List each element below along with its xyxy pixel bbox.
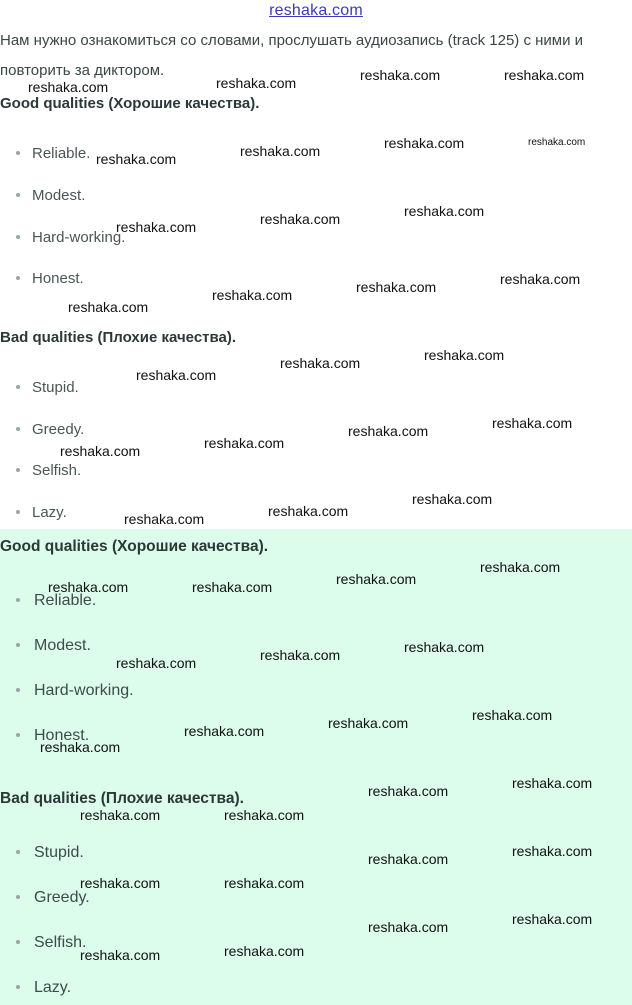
- list-item: Honest.: [16, 270, 84, 287]
- answer-bad-heading: Bad qualities (Плохие качества).: [0, 790, 244, 807]
- list-item: Hard-working.: [16, 682, 134, 700]
- list-item: Greedy.: [16, 421, 84, 438]
- bullet-icon: [16, 427, 20, 431]
- watermark: reshaka.com: [512, 775, 593, 791]
- watermark: reshaka.com: [268, 503, 349, 519]
- watermark: reshaka.com: [224, 875, 305, 891]
- list-item: Honest.: [16, 727, 89, 745]
- watermark: reshaka.com: [192, 579, 273, 595]
- watermark: reshaka.com: [512, 843, 593, 859]
- watermark: reshaka.com: [80, 807, 161, 823]
- watermark: reshaka.com: [504, 67, 585, 83]
- list-item: Selfish.: [16, 934, 86, 952]
- watermark: reshaka.com: [368, 783, 449, 799]
- bullet-icon: [16, 895, 20, 899]
- list-item: Stupid.: [16, 379, 79, 396]
- watermark: reshaka.com: [412, 491, 493, 507]
- watermark: reshaka.com: [492, 415, 573, 431]
- list-item: Modest.: [16, 187, 85, 204]
- watermark: reshaka.com: [328, 715, 409, 731]
- list-item: Modest.: [16, 637, 91, 655]
- watermark: reshaka.com: [204, 435, 285, 451]
- watermark: reshaka.com: [80, 875, 161, 891]
- site-header-link[interactable]: reshaka.com: [269, 2, 363, 19]
- watermark: reshaka.com: [404, 639, 485, 655]
- watermark: reshaka.com: [500, 271, 581, 287]
- watermark: reshaka.com: [224, 943, 305, 959]
- answer-good-heading: Good qualities (Хорошие качества).: [0, 538, 269, 555]
- list-item: Lazy.: [16, 979, 71, 997]
- watermark: reshaka.com: [136, 367, 217, 383]
- watermark: reshaka.com: [360, 67, 441, 83]
- watermark: reshaka.com: [260, 647, 341, 663]
- list-item: Stupid.: [16, 844, 84, 862]
- watermark: reshaka.com: [480, 559, 561, 575]
- watermark: reshaka.com: [96, 151, 177, 167]
- watermark: reshaka.com: [184, 723, 265, 739]
- bullet-icon: [16, 688, 20, 692]
- bullet-icon: [16, 598, 20, 602]
- watermark: reshaka.com: [80, 947, 161, 963]
- bullet-icon: [16, 468, 20, 472]
- watermark: reshaka.com: [384, 135, 465, 151]
- watermark: reshaka.com: [40, 739, 121, 755]
- watermark: reshaka.com: [116, 655, 197, 671]
- list-item: Selfish.: [16, 462, 81, 479]
- watermark: reshaka.com: [528, 137, 586, 148]
- list-item: Lazy.: [16, 504, 67, 521]
- watermark: reshaka.com: [124, 511, 205, 527]
- list-item: Reliable.: [16, 592, 96, 610]
- watermark: reshaka.com: [280, 355, 361, 371]
- bullet-icon: [16, 733, 20, 737]
- watermark: reshaka.com: [404, 203, 485, 219]
- bullet-icon: [16, 510, 20, 514]
- bullet-icon: [16, 151, 20, 155]
- watermark: reshaka.com: [116, 219, 197, 235]
- watermark: reshaka.com: [512, 911, 593, 927]
- list-item: Greedy.: [16, 889, 90, 907]
- watermark: reshaka.com: [68, 299, 149, 315]
- bullet-icon: [16, 385, 20, 389]
- bullet-icon: [16, 940, 20, 944]
- bad-qualities-heading: Bad qualities (Плохие качества).: [0, 329, 237, 346]
- watermark: reshaka.com: [356, 279, 437, 295]
- watermark: reshaka.com: [240, 143, 321, 159]
- watermark: reshaka.com: [28, 79, 109, 95]
- list-item: Reliable.: [16, 145, 90, 162]
- watermark: reshaka.com: [368, 851, 449, 867]
- answer-panel: [0, 529, 632, 1005]
- bullet-icon: [16, 193, 20, 197]
- watermark: reshaka.com: [260, 211, 341, 227]
- bullet-icon: [16, 850, 20, 854]
- watermark: reshaka.com: [212, 287, 293, 303]
- watermark: reshaka.com: [224, 807, 305, 823]
- bullet-icon: [16, 643, 20, 647]
- watermark: reshaka.com: [336, 571, 417, 587]
- watermark: reshaka.com: [472, 707, 553, 723]
- bullet-icon: [16, 276, 20, 280]
- good-qualities-heading: Good qualities (Хорошие качества).: [0, 95, 260, 112]
- watermark: reshaka.com: [424, 347, 505, 363]
- watermark: reshaka.com: [48, 579, 129, 595]
- list-item: Hard-working.: [16, 229, 125, 246]
- bullet-icon: [16, 235, 20, 239]
- bullet-icon: [16, 985, 20, 989]
- intro-text: Нам нужно ознакомиться со словами, прослушать аудиозапись (track 125) с ними и повторить за диктором.: [0, 32, 584, 79]
- watermark: reshaka.com: [348, 423, 429, 439]
- watermark: reshaka.com: [216, 75, 297, 91]
- watermark: reshaka.com: [368, 919, 449, 935]
- watermark: reshaka.com: [60, 443, 141, 459]
